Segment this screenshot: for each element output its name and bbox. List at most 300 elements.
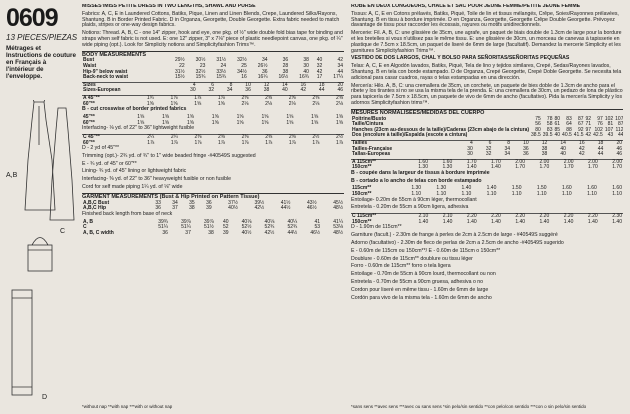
table-cell: 107 (604, 126, 614, 133)
table-cell: 97 (585, 126, 592, 133)
table-cell: 15¾ (216, 74, 227, 81)
table-cell: 43 (607, 132, 614, 139)
table-cell: 52½ (241, 224, 252, 231)
table-cell: 52¾ (264, 224, 275, 231)
table-cell: 30 (467, 145, 473, 152)
table-cell: 1⅝ (186, 113, 194, 120)
table-cell: 42 (316, 68, 323, 75)
table-cell: 48½ (333, 229, 343, 236)
mesures-heading: MESURES NORMALISÉES/MEDIDAS DEL CUERPO (351, 109, 623, 117)
table-cell: 2.20 (574, 214, 598, 220)
table-cell: 1.10 (411, 191, 422, 198)
table-cell: 2.00 (502, 159, 526, 165)
table-cell: 40 (554, 132, 561, 139)
e-metric-line: E - 0.60m de 115cm ou 150cm**/ E - 0.60m de 115cm o 150cm** (351, 247, 501, 254)
cordon-es-text: Cordón para vivo de la misma tela - 1.60m de 6mm de ancho (351, 294, 492, 301)
table-cell: 1.30 (442, 164, 453, 171)
table-cell: 64 (566, 121, 572, 128)
table-cell: 1.60 (405, 159, 429, 165)
table-cell: 38 (263, 87, 270, 94)
table-cell: 2⅛ (336, 100, 343, 107)
table-cell: 22 (179, 62, 185, 69)
table-cell: 34½ (237, 68, 247, 75)
table-cell: 43½ (306, 199, 317, 206)
table-cell: 1.70 (515, 164, 525, 171)
table-cell: 1.60 (561, 185, 572, 192)
row-label: A 45"** (82, 95, 131, 101)
table-cell: 1.70 (477, 159, 501, 165)
adorno-text: Adorno (facultativo) - 2.30m de fleco de perlas de 2cm a 2.5cm de ancho -#40549S sugerido (351, 240, 564, 247)
table-cell: 31½ (216, 57, 227, 64)
pieces-count: 13 PIECES/PIEZAS (6, 33, 78, 42)
table-cell: 34 (226, 87, 233, 94)
table-cell: 42 (579, 145, 585, 152)
table-cell: 56 (535, 121, 541, 128)
table-cell: 1⅞ (218, 139, 225, 146)
interfacing-b: Interfacing- ⅛ yd. of 22" to 36" lightweight fusible (82, 125, 195, 132)
table-cell: 1.60 (429, 159, 453, 165)
row-label: 150cm** (352, 218, 372, 225)
table-cell: 112 (615, 126, 623, 133)
table-cell: 40 (560, 145, 566, 152)
table-cell: 1⅝ (217, 100, 225, 107)
table-cell: 26½ (257, 62, 268, 69)
entoilage-text: Entoilage- 0.20m de 55cm à 90cm léger, thermocollant (351, 196, 477, 203)
table-cell: 2½ (297, 134, 321, 140)
table-cell: 1.40 (466, 164, 477, 171)
row-label: C (83, 224, 87, 231)
table-cell: 1⅝ (286, 113, 294, 120)
table-cell: 14 (270, 82, 288, 88)
table-cell: 38 (541, 145, 548, 152)
table-row (351, 152, 623, 158)
french-title: ROBE EN DEUX LONGUEURS, CHALE ET SAC POUR JEUNE FEMME/PETITE JEUNE FEMME (351, 4, 581, 9)
telas-text: Telas: A, C, E en Algodón lavados, Batiks, Piqué, Tela de lino y tejidos similares, Crepé, Sedas/Rayones lavados, Shantung. B en tela con borde estampado. D de Organza, Crepé Georgette, Crepé Doble Georgette. Se necesita tela adicional para casar cuadros, rayas o telas estampadas en una dirección. (351, 63, 622, 81)
table-cell: 102 (594, 126, 603, 133)
table-cell: 39¾ (158, 218, 168, 225)
table-cell: 4 (455, 140, 474, 146)
table-cell: 40½ (228, 205, 238, 212)
table-cell: 1.40 (563, 218, 574, 225)
table-cell: 97 (597, 115, 603, 122)
table-cell: 58 (546, 121, 553, 128)
table-cell: 36 (155, 205, 161, 212)
table-cell: 38 (208, 229, 214, 236)
table-cell: 1.10 (511, 191, 522, 198)
table-cell: 33½ (216, 68, 227, 75)
table-cell: 1⅝ (162, 119, 170, 126)
purse-sketch (28, 238, 52, 272)
table-cell: 2⅝ (297, 95, 321, 101)
table-cell: 1⅝ (137, 113, 145, 120)
table-cell: 36 (523, 151, 529, 158)
table-cell: 42 (579, 151, 585, 158)
table-cell: 40¼ (287, 218, 298, 225)
table-cell: 2.00 (574, 159, 598, 165)
table-cell: 33 (155, 199, 161, 206)
table-cell: 1⅝ (261, 113, 269, 120)
table-cell: 1.50 (511, 185, 522, 192)
table-cell: 1.40 (491, 164, 501, 171)
table-cell: 44½ (280, 205, 291, 212)
english-title: MISSES'/MISS PETITE DRESS IN TWO LENGTHS, SHAWL AND PURSE (82, 4, 256, 9)
table-cell: 1⅝ (236, 119, 244, 126)
pattern-number: 0609 (6, 4, 58, 32)
doublure-text: Doublure - 0.60m de 115cm** doublure ou tissu léger (351, 255, 473, 262)
table-cell: 2⅝ (273, 95, 297, 101)
entretela-text: Entretela - 0.20m de 55cm a 90cm ligera, adhesiva (351, 204, 469, 211)
table-cell: 46½ (310, 229, 321, 236)
row-label: Bust (83, 57, 95, 64)
table-cell: 1⅝ (236, 113, 244, 120)
body-measurements-heading: BODY MEASUREMENTS (82, 51, 344, 59)
table-cell: 40.5 (562, 132, 572, 139)
table-cell: 2.20 (453, 214, 477, 220)
table-cell: 1⅞ (312, 139, 320, 146)
interfacing-e: Interfacing- ⅜ yd. of 22" to 36" heavyweight fusible or non fusible (82, 176, 232, 183)
table-cell: 42 (300, 87, 307, 94)
cord-text: Cord for self made piping 1¼ yd. of ⅛" wide (82, 184, 183, 191)
garment-measurements-heading: GARMENT MEASUREMENTS (Bust & Hip Printed on Pattern Tissue) (82, 193, 344, 201)
table-cell: 1.40 (539, 218, 550, 225)
sizes-table (82, 82, 344, 94)
row-label: 150cm** (352, 191, 372, 198)
row-label: A,B,C Hip (83, 205, 107, 212)
table-cell: 75 (535, 115, 541, 122)
table-cell: 1.40 (612, 218, 622, 225)
table-cell: 30½ (195, 57, 206, 64)
mesures-table (351, 117, 623, 139)
row-label: Poitrine/Busto (352, 115, 387, 122)
table-cell: 51¼ (158, 224, 168, 231)
table-cell: 1.40 (486, 185, 497, 192)
table-cell: 18 (586, 140, 605, 146)
table-cell: 1.30 (411, 185, 422, 192)
table-cell: 107 (615, 115, 623, 122)
table-cell: 2.20 (478, 214, 502, 220)
finished-length-table (82, 220, 344, 237)
table-cell: 39.5 (542, 132, 553, 139)
b-es-heading: B - cortado a lo ancho de telas con borde estampado (351, 177, 482, 184)
table-cell: 1.10 (561, 191, 572, 198)
table-cell: 1.70 (563, 164, 574, 171)
table-cell: 52¾ (287, 224, 298, 231)
table-cell: 38 (282, 68, 289, 75)
table-cell: 83 (566, 115, 572, 122)
table-cell: 23 (199, 62, 206, 69)
table-cell: 40 (282, 87, 288, 94)
view-label-c: C (60, 228, 66, 235)
shawl-sketch (12, 290, 32, 395)
table-cell: 2.10 (405, 214, 429, 220)
table-cell: 32 (316, 62, 323, 69)
table-cell: 45½ (333, 199, 343, 206)
table-cell: 1⅝ (186, 119, 194, 126)
table-cell: 1.70 (539, 164, 550, 171)
table-row (82, 88, 344, 94)
d-metric-line: D - 1.90m de 115cm** (351, 224, 402, 231)
row-label: A 115cm** (351, 159, 405, 165)
table-cell: 2⅝ (226, 95, 250, 101)
table-cell: 44 (597, 151, 604, 158)
table-cell: 46 (616, 145, 622, 152)
table-cell: 1.40 (515, 218, 526, 225)
table-cell: 36 (523, 145, 529, 152)
row-label: A, B, C width (83, 229, 114, 236)
table-cell: 1⅝ (162, 113, 170, 120)
table-cell: 1⅝ (211, 113, 219, 120)
table-cell: 1.40 (418, 218, 429, 225)
row-label: 60"** (83, 139, 95, 146)
table-cell: 2⅛ (312, 100, 320, 107)
row-label: Hanches (23cm au-dessous de la taille)/Caderas (23cm abajo de la cintura) (352, 126, 530, 133)
table-cell: 87 (577, 115, 584, 122)
english-footnote: *without nap **with nap ***with or without nap (82, 404, 173, 409)
table-cell: 2⅜ (202, 134, 226, 140)
table-cell: 71 (585, 121, 592, 128)
table-cell: 1.40 (466, 218, 477, 225)
table-cell: 1⅝ (336, 119, 343, 126)
row-label: Tailles (351, 140, 455, 146)
table-cell: 46½ (306, 205, 317, 212)
table-cell: 2⅜ (273, 134, 297, 140)
table-cell: 1.10 (436, 191, 447, 198)
table-cell: 44 (597, 145, 604, 152)
table-cell: 40⅛ (241, 218, 252, 225)
table-cell: 41½ (280, 199, 291, 206)
row-label: 60"** (83, 119, 95, 126)
table-cell: 40 (316, 57, 323, 64)
table-cell: 15¾ (195, 74, 206, 81)
table-cell: 46 (337, 87, 343, 94)
view-label-d: D (42, 394, 48, 401)
table-cell: 37½ (228, 199, 238, 206)
table-cell: 1.70 (453, 159, 477, 165)
table-cell: 1.50 (536, 185, 547, 192)
b-fr-heading: B - coupée dans la largeur de tissus à bordure imprimée (351, 169, 490, 176)
lining-text: Lining- ¾ yd. of 45" lining or lightweight fabric (82, 168, 187, 175)
table-cell: 2¼ (155, 134, 179, 140)
table-cell: 1⅞ (265, 139, 273, 146)
table-cell: 29½ (174, 57, 185, 64)
table-cell: 53 (314, 224, 321, 231)
table-cell: 32½ (237, 57, 247, 64)
table-cell: 2.00 (550, 159, 574, 165)
table-cell: 32½ (195, 68, 206, 75)
table-cell: 20 (604, 140, 623, 146)
table-cell: 51½ (204, 224, 214, 231)
view-label-ab: A,B (6, 172, 18, 179)
table-cell: 36 (206, 199, 212, 206)
table-cell: 10 (233, 82, 251, 88)
table-cell: 2⅛ (241, 100, 249, 107)
row-label: 150cm** (352, 164, 372, 171)
table-cell: 2⅜ (179, 134, 203, 140)
table-cell: 34 (261, 57, 268, 64)
table-cell: 42 (337, 57, 343, 64)
table-cell: 30 (467, 151, 473, 158)
spanish-title: VESTIDO DE DOS LARGOS, CHAL Y BOLSO PARA SEÑORITAS/SEÑORITAS PEQUEÑAS (351, 55, 570, 62)
table-cell: 30 (303, 62, 309, 69)
table-cell: 78 (546, 115, 553, 122)
table-cell: 1⅝ (170, 100, 178, 107)
table-cell: 1⅝ (194, 100, 202, 107)
table-cell: 1⅞ (155, 95, 179, 101)
table-cell: 1.10 (587, 191, 597, 198)
table-cell: 44½ (287, 229, 298, 236)
table-cell: 1.60 (587, 185, 597, 192)
table-cell: 2⅛ (265, 100, 273, 107)
garment-sketches (0, 100, 78, 400)
table-cell: 1⅞ (202, 95, 226, 101)
table-cell: 1.70 (612, 164, 622, 171)
metric-note: Métrages et Instructions de couture en Français à l'intérieur de l'enveloppe. (6, 45, 76, 80)
finished-length-label: Finished back length from base of neck (82, 210, 173, 217)
table-cell: 2.30 (599, 214, 623, 220)
table-cell: 1⅝ (286, 119, 294, 126)
entretela-e-text: Entretela - 0.70m de 55cm a 90cm gruesa, adhesiva o no (351, 279, 484, 286)
table-row (82, 75, 344, 81)
table-cell: 40 (303, 68, 309, 75)
table-cell: 16 (567, 140, 586, 146)
table-cell: 46 (616, 151, 622, 158)
table-cell: 80 (554, 115, 561, 122)
table-cell: 83 (546, 126, 553, 133)
table-cell: 16½ (278, 74, 289, 81)
table-cell: 42½ (254, 205, 265, 212)
garniture-text: Garniture (facult.) - 2.30m de frange à perles de 2cm à 2.5cm de large - #40549S suggéré (351, 232, 558, 239)
table-cell: 8 (215, 82, 233, 88)
table-cell: 1.10 (461, 191, 472, 198)
table-cell: 10 (511, 140, 530, 146)
table-cell: 76 (597, 121, 603, 128)
table-cell: 2⅜ (250, 134, 274, 140)
table-cell: 92 (585, 115, 592, 122)
english-column (82, 4, 344, 236)
table-cell: 81 (607, 121, 614, 128)
table-cell: 1⅞ (194, 139, 202, 146)
row-label: Taille/Cintura (352, 121, 384, 128)
row-label: C 115cm** (351, 214, 405, 220)
table-cell: 1¾ (131, 95, 155, 101)
table-cell: 1⅝ (261, 119, 269, 126)
table-cell: 2.20 (502, 214, 526, 220)
row-label: Sizes (82, 82, 178, 88)
view-e-line: E - ¾ yd. of 45" or 60"** (82, 160, 137, 167)
table-cell: 67 (577, 121, 584, 128)
table-cell: 34 (504, 151, 511, 158)
table-cell: 102 (604, 115, 614, 122)
row-label: C 45"** (82, 134, 132, 140)
table-cell: 1.40 (461, 185, 472, 192)
table-cell: 92 (577, 126, 584, 133)
table-cell: 32 (208, 87, 215, 94)
fabrics-text: Fabrics: A, C, E in Laundered Cottons, Batiks, Pique, Linen and Linen Blends, Crepe, Laundered Silks/Rayons, Shantung. B in Border Printed Fabric. D in Organza, Georgette, Double Georgette. Extra fabric needed to match plaids, stripes or one-way design fabrics. (82, 10, 340, 29)
row-label: Hip-9" below waist (83, 68, 128, 75)
table-cell: 40½ (241, 229, 252, 236)
table-cell: 44 (617, 132, 623, 139)
table-cell: 1.40 (587, 218, 598, 225)
table-cell: 2⅜ (226, 134, 250, 140)
table-cell: 1.30 (436, 185, 447, 192)
table-cell: 31½ (174, 68, 185, 75)
table-row (82, 231, 344, 237)
table-cell: 44 (318, 87, 325, 94)
table-cell: 12 (252, 82, 270, 88)
table-cell: 1⅝ (311, 113, 319, 120)
table-cell: 24 (220, 62, 227, 69)
table-cell: 1⅝ (336, 113, 343, 120)
dress-back-sketch (25, 100, 55, 210)
table-cell: 85 (554, 126, 561, 133)
table-cell: 88 (566, 126, 572, 133)
table-cell: 2⅛ (288, 100, 296, 107)
row-label: Sizes-European (83, 87, 121, 94)
row-label: A,B,C Bust (83, 199, 110, 206)
table-cell: 1⅞ (241, 139, 249, 146)
table-cell: 38.5 (531, 132, 541, 139)
table-cell: 30 (190, 87, 196, 94)
table-cell: 52 (222, 224, 229, 231)
table-cell: 1.10 (486, 191, 497, 198)
table-cell: 34 (172, 199, 178, 206)
table-cell: 1.30 (418, 164, 428, 171)
table-cell: 1⅞ (170, 139, 178, 146)
table-cell: 18 (307, 82, 325, 88)
tailles-table (351, 140, 623, 158)
table-cell: 16¼ (257, 74, 268, 81)
table-cell: 1⅞ (336, 139, 343, 146)
table-cell: 28 (282, 62, 289, 69)
row-label: Waist (83, 62, 97, 69)
table-cell: 1.10 (612, 191, 622, 198)
row-label: A, B (83, 218, 93, 225)
table-cell: 1⅝ (311, 119, 319, 126)
row-label: 60"** (83, 100, 95, 107)
tissus-text: Tissus: A, C, E en Cotons prélavés, Batiks, Piqué, Toile de lin et tissus mélangés, Crêpe, Soies/Rayonnes prélavées, Shantung. B en tissu à bordure imprimée. D en Organza, Georgette, Georgette Crêpe Double Georgette. Prévoyez davantage de tissu pour raccorder les écossais, rayures ou motifs unidirectionnels. (351, 10, 619, 29)
row-label: 115cm** (352, 185, 372, 192)
table-cell: 2⅝ (320, 95, 344, 101)
forro-text: Forro - 0.60m de 115cm** forro o tela ligera (351, 263, 451, 270)
row-label: 45"** (83, 113, 95, 120)
french-footnote: *sans sens **avec sens ***avec ou sans sens *sin pelo/sin sentido **con pelo/con sentido ***con o sin pelo/sin sentido (351, 404, 587, 409)
table-cell: 32 (485, 145, 492, 152)
table-cell: 41 (314, 218, 321, 225)
table-cell: 39½ (254, 199, 265, 206)
table-cell: 2⅝ (249, 95, 273, 101)
table-cell: 39⅞ (204, 218, 214, 225)
table-row (351, 133, 623, 139)
table-cell: 61 (554, 121, 561, 128)
table-cell: 37 (172, 205, 178, 212)
table-cell: 39 (206, 205, 212, 212)
table-cell: 35 (189, 199, 195, 206)
body-measurements-table (82, 58, 344, 80)
table-cell: 14 (548, 140, 567, 146)
entoilage-e-text: Entoilage - 0.70m de 55cm à 90cm lourd, thermocollant ou non (351, 271, 496, 278)
table-cell: 38 (303, 57, 309, 64)
table-cell: 39 (222, 229, 229, 236)
table-cell: 42½ (264, 229, 275, 236)
table-cell: 1.70 (588, 164, 598, 171)
cordon-fr-text: Cordon pour liseré en même tissu - 1.60m de 6mm de large (351, 286, 489, 293)
table-cell: 48½ (333, 205, 343, 212)
table-cell: 16 (289, 82, 307, 88)
mercerie-text: Mercerie: Fil. A, B, C: une glissière de 35cm, une agrafe, un paquet de biais double de 1.3cm de large pour la bordure et les bretelles si vous n'utilisez pas le même tissu. E: une glissière de 30cm, un morceau de canevas à tapisserie en plastique de 7.5cm x 18.5cm, un paquet de liseré de 6mm de large (facultatif). Demandez la mercerie Simplicity et les garnitures Simplicityfashion Trims™. (351, 30, 622, 54)
table-cell: 36 (282, 57, 289, 64)
table-cell: 1⅞ (147, 139, 155, 146)
table-cell: 17¼ (333, 74, 343, 81)
